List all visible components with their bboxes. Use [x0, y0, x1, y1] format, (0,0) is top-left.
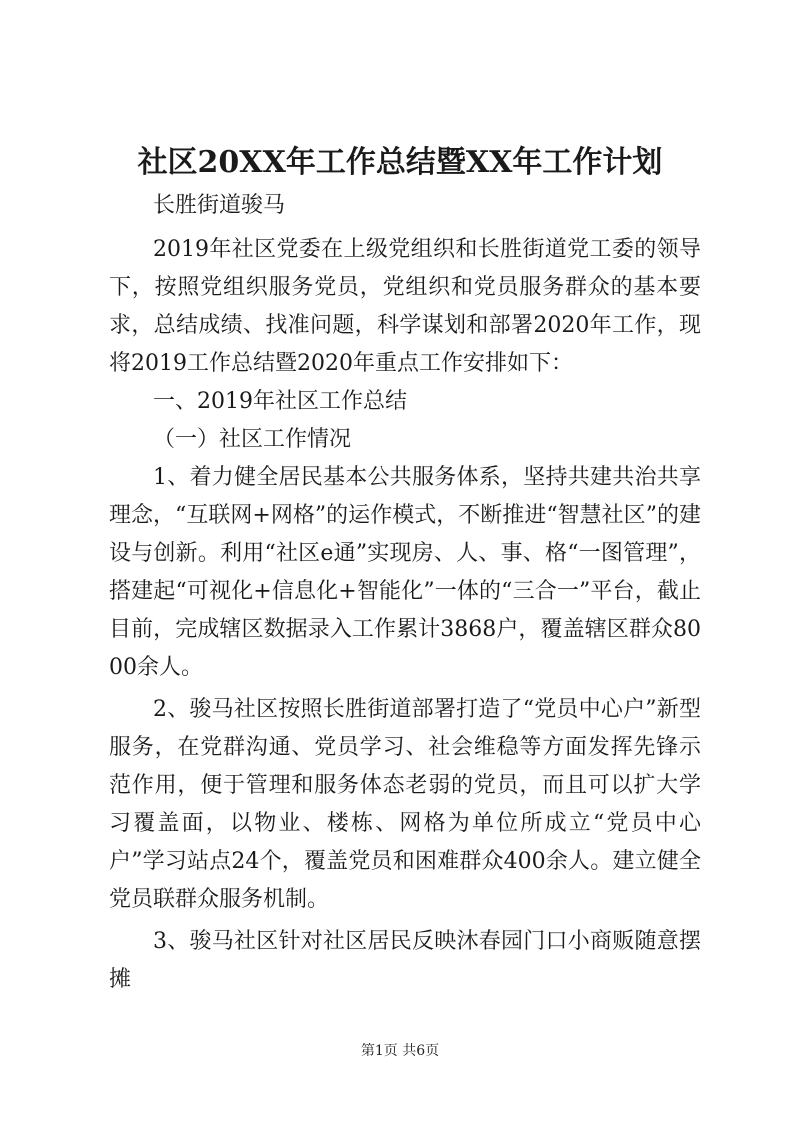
section-heading: 一、2019年社区工作总结 [153, 389, 407, 414]
page-number-footer: 第1页 共6页 [360, 1043, 440, 1059]
body-paragraph: 3、骏马社区针对社区居民反映沐春园门口小商贩随意摆摊 [109, 929, 701, 992]
body-paragraph: 2019年社区党委在上级党组织和长胜街道党工委的领导下，按照党组织服务党员，党组织和党员服务群众的基本要求，总结成绩、找准问题，科学谋划和部署2020年工作，现将2019工作总结暨2020年重点工作安排如下： [109, 237, 701, 376]
document-body [109, 187, 701, 999]
body-paragraph: 1、着力健全居民基本公共服务体系，坚持共建共治共享理念，“互联网+网格”的运作模式，不断推进“智慧社区”的建设与创新。利用“社区e通”实现房、人、事、格“一图管理”，搭建起“可视化+信息化+智能化”一体的“三合一”平台，截止目前，完成辖区数据录入工作累计3868户，覆盖辖区群众8000余人。 [109, 465, 701, 680]
author-line: 长胜街道骏马 [153, 193, 286, 218]
body-paragraph: 2、骏马社区按照长胜街道部署打造了“党员中心户”新型服务，在党群沟通、党员学习、社会维稳等方面发挥先锋示范作用，便于管理和服务体态老弱的党员，而且可以扩大学习覆盖面，以物业、楼栋、网格为单位所成立“党员中心户”学习站点24个，覆盖党员和困难群众400余人。建立健全党员联群众服务机制。 [109, 697, 701, 912]
document-title: 社区20XX年工作总结暨XX年工作计划 [137, 145, 663, 180]
subsection-heading: （一）社区工作情况 [153, 427, 352, 452]
